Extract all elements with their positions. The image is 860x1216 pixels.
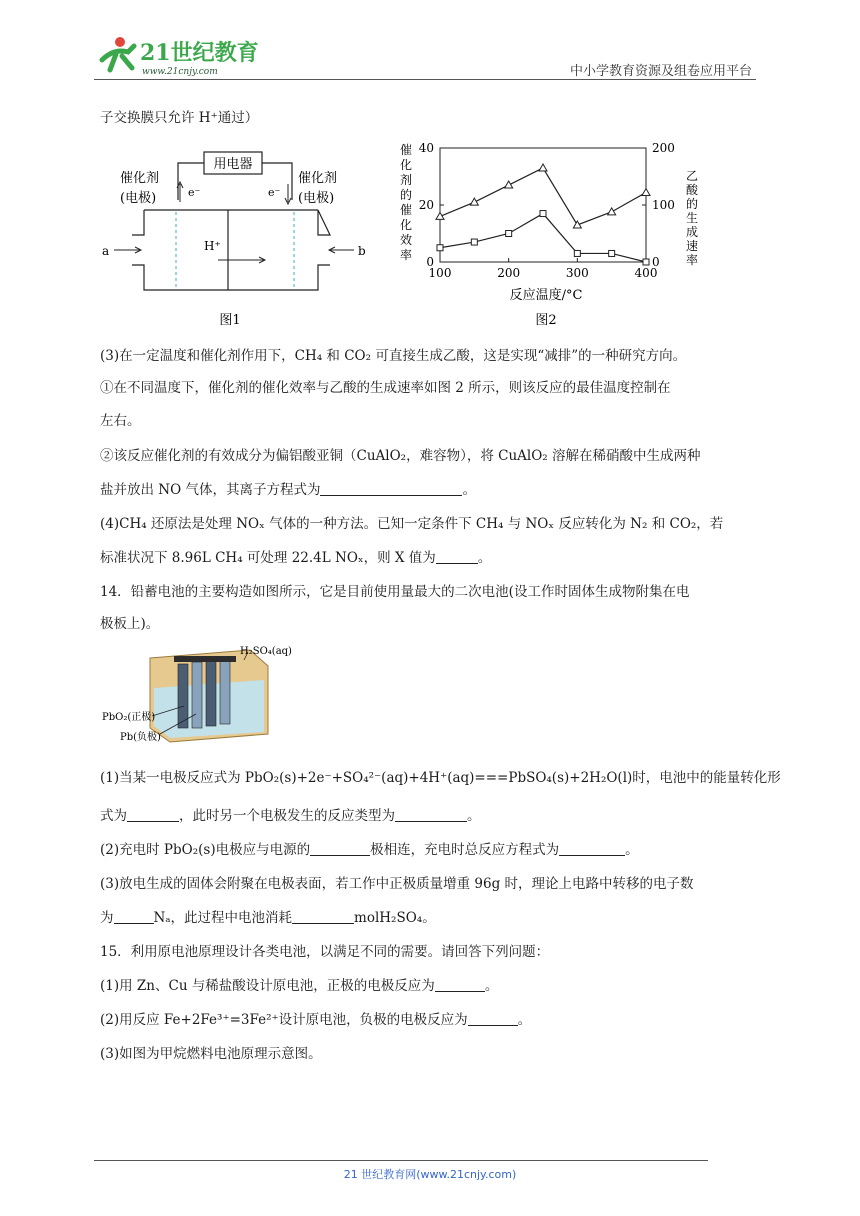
data-point-square bbox=[471, 239, 477, 245]
figure-2 bbox=[396, 136, 716, 332]
axis-label-char: 化 bbox=[399, 158, 413, 172]
data-point-square bbox=[506, 231, 512, 237]
runner-logo-icon bbox=[102, 37, 134, 70]
acid-label: H₂SO₄(aq) bbox=[240, 646, 292, 657]
data-point-square bbox=[574, 250, 580, 256]
lead-battery-image bbox=[100, 638, 320, 748]
axis-label-char: 催 bbox=[399, 143, 413, 157]
data-point-square bbox=[540, 211, 546, 217]
electron-right-label: e⁻ bbox=[268, 186, 281, 199]
q15-part2: (2)用反应 Fe+2Fe³⁺=3Fe²⁺设计原电池，负极的电极反应为 。 bbox=[100, 1012, 532, 1028]
answer-blank[interactable] bbox=[436, 549, 478, 564]
logo-title: 21世纪教育 bbox=[140, 40, 259, 66]
q14-part1-line2: 式为 ，此时另一个电极发生的反应类型为 。 bbox=[100, 808, 481, 824]
right-electrode-label: (电极) bbox=[298, 191, 335, 206]
inlet-b-label: b bbox=[358, 244, 366, 258]
axis-label-char: 化 bbox=[399, 218, 413, 232]
y-right-tick-label: 0 bbox=[652, 255, 660, 269]
axis-label-char: 酸 bbox=[685, 183, 699, 197]
data-point-triangle bbox=[436, 212, 444, 219]
footer-divider bbox=[94, 1160, 708, 1161]
q15-part3: (3)如图为甲烷燃料电池原理示意图。 bbox=[100, 1046, 322, 1062]
answer-blank[interactable] bbox=[468, 1011, 518, 1026]
q13-part3-2-line2: 盐并放出 NO 气体，其离子方程式为 。 bbox=[100, 482, 476, 498]
axis-label-char: 生 bbox=[685, 211, 699, 225]
answer-blank[interactable] bbox=[310, 841, 370, 856]
y-left-tick-label: 40 bbox=[418, 141, 434, 155]
q13-part3-1-line2: 左右。 bbox=[100, 413, 141, 429]
answer-blank[interactable] bbox=[292, 909, 354, 924]
q15-stem: 15．利用原电池原理设计各类电池，以满足不同的需要。请回答下列问题： bbox=[100, 944, 550, 960]
figure-1-caption: 图1 bbox=[219, 313, 241, 328]
answer-blank[interactable] bbox=[114, 909, 154, 924]
logo-url: www.21cnjy.com bbox=[142, 67, 218, 77]
figure-1 bbox=[98, 140, 378, 330]
site-logo bbox=[94, 30, 264, 80]
answer-blank[interactable] bbox=[127, 807, 179, 822]
x-tick-label: 100 bbox=[428, 266, 452, 280]
q14-stem-line1: 14．铅蓄电池的主要构造如图所示，它是目前使用量最大的二次电池(设工作时固体生成物附集在电 bbox=[100, 584, 690, 600]
left-electrode-label: (电极) bbox=[120, 191, 157, 206]
data-point-triangle bbox=[608, 208, 616, 215]
q13-part3-1-line1: ①在不同温度下，催化剂的催化效率与乙酸的生成速率如图 2 所示，则该反应的最佳温度控制在 bbox=[100, 380, 671, 396]
data-point-square bbox=[437, 245, 443, 251]
axis-label-char: 剂 bbox=[399, 173, 413, 187]
axis-label-char: 成 bbox=[685, 225, 699, 239]
header-tagline: 中小学教育资源及组卷应用平台 bbox=[569, 64, 752, 79]
axis-label-char: 的 bbox=[399, 188, 413, 202]
answer-blank[interactable] bbox=[395, 807, 467, 822]
data-point-triangle bbox=[642, 188, 650, 195]
axis-label-char: 的 bbox=[685, 197, 699, 211]
fuel-cell-diagram bbox=[98, 140, 378, 330]
inlet-a-label: a bbox=[102, 244, 110, 258]
q13-part3-2-line1: ②该反应催化剂的有效成分为偏铝酸亚铜（CuAlO₂，难容物），将 CuAlO₂ 溶解在稀硝酸中生成两种 bbox=[100, 448, 701, 464]
q15-part1: (1)用 Zn、Cu 与稀盐酸设计原电池，正极的电极反应为 。 bbox=[100, 978, 499, 994]
axis-label-char: 效 bbox=[399, 233, 413, 247]
x-tick-label: 300 bbox=[565, 266, 589, 280]
q13-part4-line1: (4)CH₄ 还原法是处理 NOₓ 气体的一种方法。已知一定条件下 CH₄ 与 NOₓ 反应转化为 N₂ 和 CO₂，若 bbox=[100, 516, 724, 532]
x-axis-label: 反应温度/°C bbox=[509, 288, 583, 303]
proton-label: H⁺ bbox=[204, 239, 221, 253]
axis-label-char: 催 bbox=[399, 203, 413, 217]
answer-blank[interactable] bbox=[435, 977, 485, 992]
data-point-triangle bbox=[470, 198, 478, 205]
q14-stem-line2: 极板上)。 bbox=[100, 616, 160, 632]
header-divider bbox=[94, 79, 756, 80]
device-label: 用电器 bbox=[213, 157, 253, 172]
y-right-axis-label bbox=[686, 169, 699, 267]
y-right-tick-label: 200 bbox=[652, 141, 675, 155]
pb-label: Pb(负极) bbox=[120, 732, 161, 743]
right-catalyst-label: 催化剂 bbox=[298, 171, 338, 186]
y-right-tick-label: 100 bbox=[652, 198, 675, 212]
q13-part3: (3)在一定温度和催化剂作用下，CH₄ 和 CO₂ 可直接生成乙酸，这是实现“减排”的一种研究方向。 bbox=[100, 348, 687, 364]
answer-blank[interactable] bbox=[320, 481, 462, 496]
q14-part3-line2: 为 Nₐ，此过程中电池消耗 molH₂SO₄。 bbox=[100, 910, 436, 926]
data-point-square bbox=[643, 259, 649, 265]
y-left-axis-label bbox=[400, 142, 412, 262]
data-point-triangle bbox=[505, 181, 513, 188]
x-tick-label: 200 bbox=[497, 266, 521, 280]
answer-blank[interactable] bbox=[559, 841, 625, 856]
axis-label-char: 率 bbox=[399, 248, 413, 262]
data-point-triangle bbox=[539, 164, 547, 171]
x-tick-label: 400 bbox=[634, 266, 658, 280]
data-point-square bbox=[609, 250, 615, 256]
left-catalyst-label: 催化剂 bbox=[120, 171, 160, 186]
q13-part4-line2: 标准状况下 8.96L CH₄ 可处理 22.4L NOₓ，则 X 值为 。 bbox=[100, 550, 492, 566]
electron-left-label: e⁻ bbox=[188, 186, 201, 199]
q14-part2: (2)充电时 PbO₂(s)电极应与电源的 极相连，充电时总反应方程式为 。 bbox=[100, 842, 639, 858]
temperature-chart bbox=[396, 136, 716, 332]
q14-part1-line1: (1)当某一电极反应式为 PbO₂(s)+2e⁻+SO₄²⁻(aq)+4H⁺(aq)===PbSO₄(s)+2H₂O(l)时，电池中的能量转化形 bbox=[100, 770, 781, 786]
intro-line: 子交换膜只允许 H⁺通过） bbox=[100, 110, 259, 126]
y-left-tick-label: 0 bbox=[426, 255, 434, 269]
figure-2-caption: 图2 bbox=[535, 313, 557, 328]
axis-label-char: 速 bbox=[685, 239, 699, 253]
footer-link[interactable]: 21 世纪教育网(www.21cnjy.com) bbox=[343, 1168, 517, 1181]
pbo2-label: PbO₂(正极) bbox=[102, 712, 156, 723]
axis-label-char: 率 bbox=[685, 253, 699, 267]
axis-label-char: 乙 bbox=[685, 169, 699, 183]
y-left-tick-label: 20 bbox=[418, 198, 434, 212]
q14-part3-line1: (3)放电生成的固体会附聚在电极表面，若工作中正极质量增重 96g 时，理论上电路中转移的电子数 bbox=[100, 876, 694, 892]
